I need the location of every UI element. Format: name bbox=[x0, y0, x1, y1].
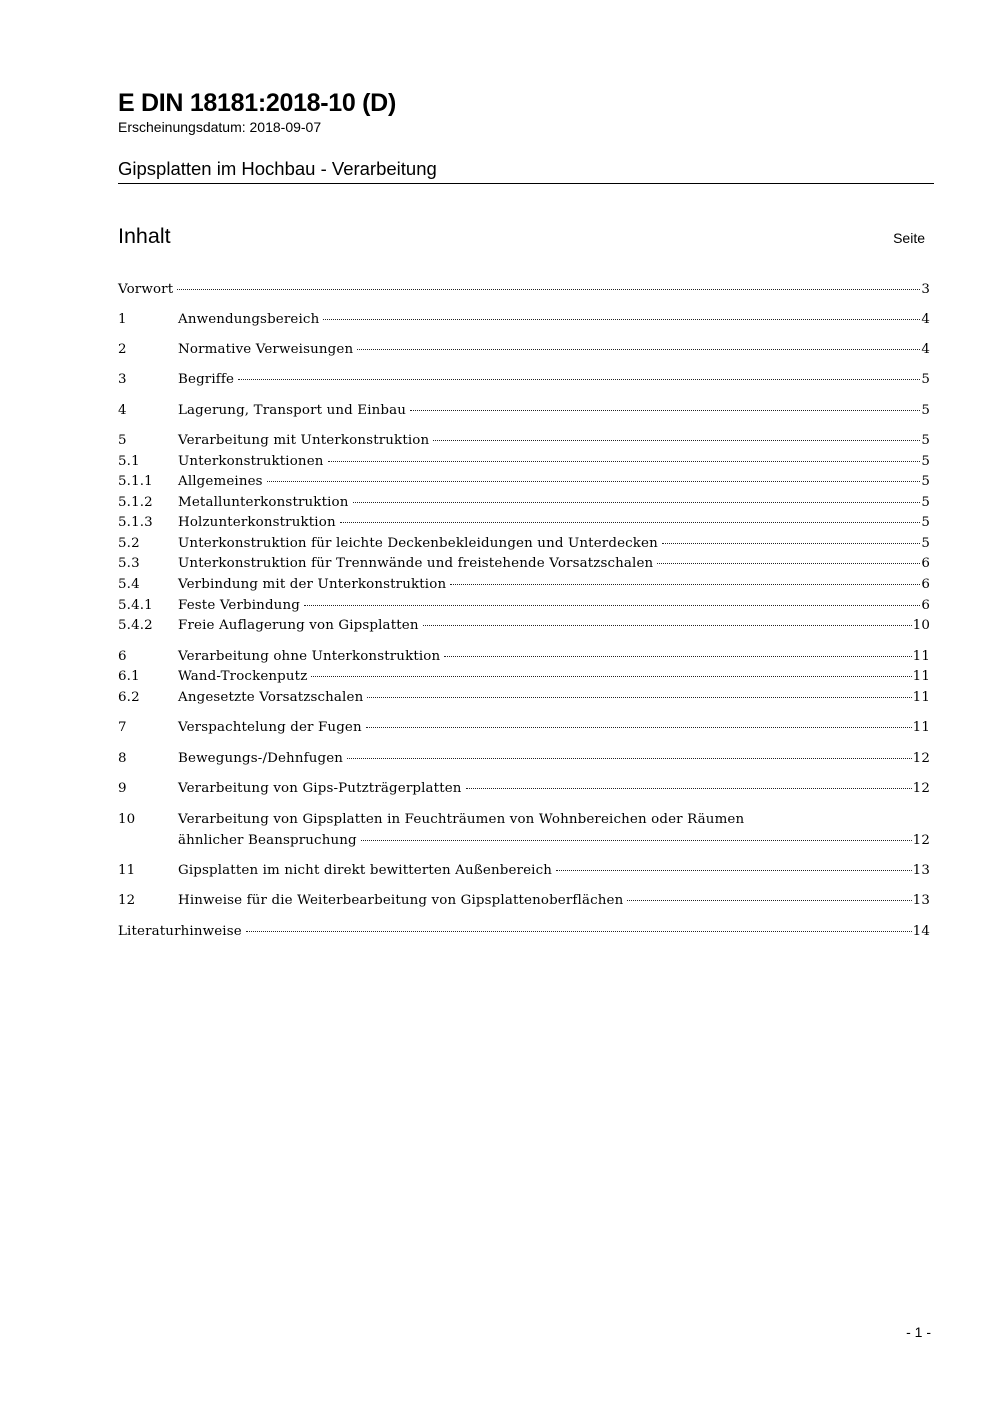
toc-entry-page: 13 bbox=[912, 893, 930, 908]
toc-dot-leader bbox=[662, 542, 920, 544]
toc-dot-leader bbox=[340, 521, 921, 523]
toc-entry-5-3[interactable] bbox=[118, 554, 930, 574]
toc-entry-10[interactable] bbox=[118, 810, 930, 852]
toc-entry-title: Verbindung mit der Unterkonstruktion bbox=[178, 577, 447, 592]
toc-entry-number: 9 bbox=[118, 781, 127, 796]
toc-entry-page: 5 bbox=[921, 403, 930, 418]
toc-entry-number: 6.1 bbox=[118, 669, 140, 684]
toc-entry-title: Wand-Trockenputz bbox=[178, 669, 308, 684]
toc-dot-leader bbox=[450, 583, 920, 585]
toc-entry-number: 7 bbox=[118, 720, 127, 735]
toc-entry-number: 1 bbox=[118, 312, 127, 327]
toc-entry-page: 3 bbox=[921, 282, 930, 297]
toc-dot-leader bbox=[267, 480, 921, 482]
document-header bbox=[118, 88, 934, 179]
toc-entry-11[interactable] bbox=[118, 861, 930, 881]
toc-entry-page: 12 bbox=[912, 781, 930, 796]
publication-date: Erscheinungsdatum: 2018-09-07 bbox=[118, 119, 322, 135]
toc-entry-5-4[interactable] bbox=[118, 575, 930, 595]
toc-dot-leader bbox=[328, 460, 921, 462]
toc-entry-page: 5 bbox=[921, 474, 930, 489]
toc-entry-title: Anwendungsbereich bbox=[178, 312, 320, 327]
toc-entry-title: Feste Verbindung bbox=[178, 598, 300, 613]
toc-entry-page: 6 bbox=[921, 577, 930, 592]
toc-entry-page: 11 bbox=[912, 720, 930, 735]
toc-entry-9[interactable] bbox=[118, 779, 930, 799]
toc-dot-leader bbox=[556, 869, 912, 871]
document-title: E DIN 18181:2018-10 (D) bbox=[118, 89, 396, 117]
toc-entry-page: 13 bbox=[912, 863, 930, 878]
toc-entry-number: 6 bbox=[118, 649, 127, 664]
toc-entry-page: 6 bbox=[921, 598, 930, 613]
toc-entry-page: 14 bbox=[912, 924, 930, 939]
toc-entry-number: 5.1.3 bbox=[118, 515, 153, 530]
toc-entry-number: 5.4.2 bbox=[118, 618, 153, 633]
toc-entry-page: 5 bbox=[921, 515, 930, 530]
toc-entry-7[interactable] bbox=[118, 718, 930, 738]
header-divider bbox=[118, 183, 934, 184]
toc-entry-title: Lagerung, Transport und Einbau bbox=[178, 403, 407, 418]
toc-entry-page: 12 bbox=[912, 833, 930, 848]
toc-entry-title-line2: ähnlicher Beanspruchung bbox=[178, 833, 357, 848]
toc-entry-page: 10 bbox=[912, 618, 930, 633]
toc-entry-title: Hinweise für die Weiterbearbeitung von Gipsplattenoberflächen bbox=[178, 893, 624, 908]
toc-entry-title: Vorwort bbox=[118, 282, 174, 297]
toc-entry-6-2[interactable] bbox=[118, 688, 930, 708]
toc-entry-5-1[interactable] bbox=[118, 452, 930, 472]
toc-dot-leader bbox=[238, 378, 920, 380]
toc-entry-page: 11 bbox=[912, 649, 930, 664]
toc-dot-leader bbox=[311, 675, 911, 677]
toc-entry-page: 11 bbox=[912, 690, 930, 705]
toc-entry-page: 5 bbox=[921, 372, 930, 387]
toc-dot-leader bbox=[657, 562, 920, 564]
toc-entry-number: 5.4 bbox=[118, 577, 140, 592]
document-subtitle: Gipsplatten im Hochbau - Verarbeitung bbox=[118, 158, 437, 179]
toc-dot-leader bbox=[246, 930, 912, 932]
toc-entry-6[interactable] bbox=[118, 647, 930, 667]
toc-entry-number: 5.2 bbox=[118, 536, 140, 551]
toc-entry-5-1-1[interactable] bbox=[118, 472, 930, 492]
toc-entry-title: Freie Auflagerung von Gipsplatten bbox=[178, 618, 419, 633]
toc-entry-number: 5 bbox=[118, 433, 127, 448]
toc-entry-2[interactable] bbox=[118, 340, 930, 360]
toc-dot-leader bbox=[466, 787, 912, 789]
toc-dot-leader bbox=[323, 318, 920, 320]
toc-dot-leader bbox=[357, 348, 920, 350]
toc-entry-number: 5.4.1 bbox=[118, 598, 153, 613]
toc-entry-title: Verspachtelung der Fugen bbox=[178, 720, 362, 735]
toc-entry-title: Metallunterkonstruktion bbox=[178, 495, 349, 510]
toc-entry-number: 4 bbox=[118, 403, 127, 418]
toc-entry-title: Bewegungs-/Dehnfugen bbox=[178, 751, 344, 766]
toc-entry-title: Verarbeitung von Gips-Putzträgerplatten bbox=[178, 781, 462, 796]
toc-entry-page: 6 bbox=[921, 556, 930, 571]
toc-entry-page: 4 bbox=[921, 312, 930, 327]
toc-entry-number: 11 bbox=[118, 863, 136, 878]
toc-entry-page: 5 bbox=[921, 454, 930, 469]
toc-entry-number: 10 bbox=[118, 812, 136, 827]
toc-entry-title: Allgemeines bbox=[178, 474, 263, 489]
toc-dot-leader bbox=[423, 624, 912, 626]
toc-entry-1[interactable] bbox=[118, 310, 930, 330]
toc-entry-8[interactable] bbox=[118, 749, 930, 769]
toc-entry-number: 3 bbox=[118, 372, 127, 387]
toc-entry-3[interactable] bbox=[118, 370, 930, 390]
toc-entry-number: 5.1.1 bbox=[118, 474, 153, 489]
toc-entry-4[interactable] bbox=[118, 401, 930, 421]
toc-entry-5[interactable] bbox=[118, 431, 930, 451]
toc-entry-number: 8 bbox=[118, 751, 127, 766]
toc-entry-title: Unterkonstruktion für Trennwände und freistehende Vorsatzschalen bbox=[178, 556, 654, 571]
toc-entry-number: 5.3 bbox=[118, 556, 140, 571]
toc-entry-number: 6.2 bbox=[118, 690, 140, 705]
toc-entry-page: 11 bbox=[912, 669, 930, 684]
toc-entry-page: 5 bbox=[921, 433, 930, 448]
toc-dot-leader bbox=[410, 409, 920, 411]
toc-entry-number: 12 bbox=[118, 893, 136, 908]
toc-dot-leader bbox=[347, 757, 912, 759]
toc-dot-leader bbox=[627, 899, 911, 901]
toc-dot-leader bbox=[304, 604, 920, 606]
toc-dot-leader bbox=[433, 439, 920, 441]
toc-dot-leader bbox=[444, 655, 911, 657]
toc-dot-leader bbox=[367, 696, 911, 698]
toc-entry-page: 12 bbox=[912, 751, 930, 766]
toc-entry-5-2[interactable] bbox=[118, 534, 930, 554]
toc-entry-title: Holzunterkonstruktion bbox=[178, 515, 336, 530]
toc-entry-number: 5.1 bbox=[118, 454, 140, 469]
toc-dot-leader bbox=[366, 726, 912, 728]
toc-dot-leader bbox=[177, 288, 920, 290]
toc-entry-5-1-2[interactable] bbox=[118, 493, 930, 513]
toc-entry-6-1[interactable] bbox=[118, 667, 930, 687]
toc-entry-5-1-3[interactable] bbox=[118, 513, 930, 533]
toc-entry-12[interactable] bbox=[118, 891, 930, 911]
toc-heading: Inhalt bbox=[118, 224, 171, 248]
toc-entry-number: 2 bbox=[118, 342, 127, 357]
toc-entry-title: Unterkonstruktionen bbox=[178, 454, 324, 469]
toc-page-column-label: Seite bbox=[893, 230, 925, 246]
toc-entry-title-line1: Verarbeitung von Gipsplatten in Feuchträumen von Wohnbereichen oder Räumen bbox=[178, 812, 745, 827]
toc-entry-5-4-1[interactable] bbox=[118, 596, 930, 616]
toc-entry-title: Unterkonstruktion für leichte Deckenbekleidungen und Unterdecken bbox=[178, 536, 658, 551]
toc-dot-leader bbox=[353, 501, 921, 503]
toc-entry-vorwort[interactable] bbox=[118, 280, 930, 300]
toc-entry-page: 5 bbox=[921, 536, 930, 551]
toc-entry-title: Literaturhinweise bbox=[118, 924, 242, 939]
page-number: - 1 - bbox=[906, 1324, 931, 1340]
toc-entry-title: Gipsplatten im nicht direkt bewitterten Außenbereich bbox=[178, 863, 552, 878]
toc-entry-title: Angesetzte Vorsatzschalen bbox=[178, 690, 364, 705]
toc-entry-title: Verarbeitung mit Unterkonstruktion bbox=[178, 433, 430, 448]
toc-entry-number: 5.1.2 bbox=[118, 495, 153, 510]
toc-entry-page: 4 bbox=[921, 342, 930, 357]
toc-entry-5-4-2[interactable] bbox=[118, 616, 930, 636]
toc-entry-literaturhinweise[interactable] bbox=[118, 922, 930, 942]
toc-entry-title: Verarbeitung ohne Unterkonstruktion bbox=[178, 649, 441, 664]
toc-entry-page: 5 bbox=[921, 495, 930, 510]
toc-dot-leader bbox=[361, 839, 912, 841]
toc-entry-title: Normative Verweisungen bbox=[178, 342, 354, 357]
toc-entry-title: Begriffe bbox=[178, 372, 235, 387]
